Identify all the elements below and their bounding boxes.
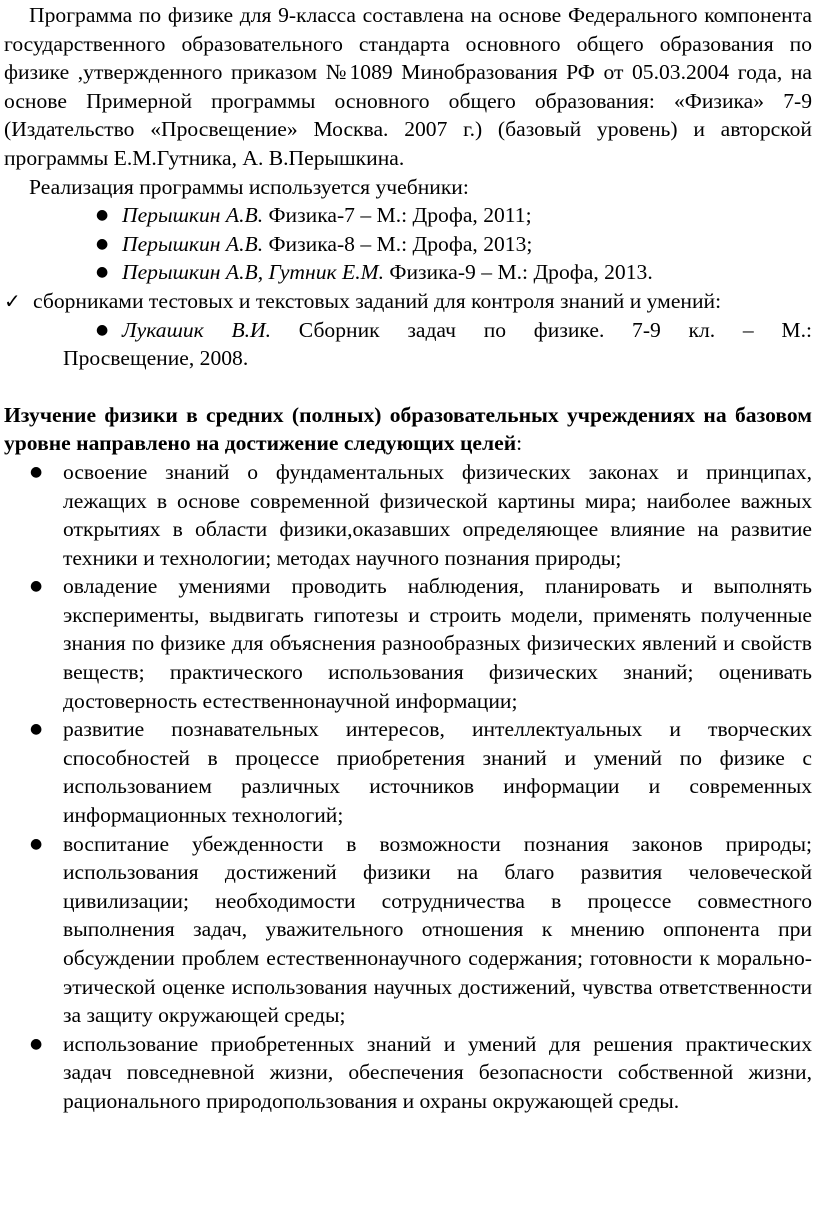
goals-heading-text: Изучение физики в средних (полных) образовательных учреждениях на базовом уровне направлено на достижение следующих целей <box>4 402 812 456</box>
goal-text: использование приобретенных знаний и умений для решения практических задач повседневной жизни, обеспечения безопасности собственной жизни, рационального природопользования и охраны окружающей среды. <box>63 1031 812 1113</box>
book-author: Перышкин А.В. <box>122 203 264 228</box>
list-item <box>4 201 812 230</box>
intro-paragraph: Программа по физике для 9-класса составлена на основе Федерального компонента государственного образовательного стандарта основного общего образования по физике ,утвержденного приказом №1089 Минобразования РФ от 05.03.2004 года, на основе Примерной программы основного общего образования: «Физика» 7-9 (Издательство «Просвещение» Москва. 2007 г.) (базовый уровень) и авторской программы Е.М.Гутника, А. В.Перышкина. <box>4 3 812 170</box>
spacer <box>4 373 812 401</box>
goals-heading <box>4 401 812 458</box>
textbooks-list <box>4 201 812 287</box>
book-title: Сборник задач по физике. 7-9 кл. – М.: <box>298 317 813 342</box>
bullet-dot-icon: ● <box>96 264 109 281</box>
goals-list <box>4 458 812 1116</box>
book-author: Перышкин А.В, Гутник Е.М. <box>122 260 385 285</box>
goals-heading-colon: : <box>516 431 523 456</box>
collections-item <box>4 287 812 316</box>
list-item <box>4 230 812 259</box>
list-item <box>4 458 812 572</box>
list-item <box>4 572 812 715</box>
goal-text: развитие познавательных интересов, интеллектуальных и творческих способностей в процессе приобретения знаний и умений по физике с использованием различных источников информации и современных информационных технологий; <box>63 717 812 828</box>
book-title: Физика-8 – М.: Дрофа, 2013; <box>263 231 533 256</box>
book-title: Физика-9 – М.: Дрофа, 2013. <box>384 260 653 285</box>
bullet-dot-icon: ● <box>96 207 109 224</box>
list-item <box>4 1030 812 1116</box>
book-publisher: Просвещение, 2008. <box>63 346 249 371</box>
bullet-dot-icon: ● <box>96 321 109 338</box>
list-item <box>4 316 812 373</box>
collection-first-line <box>4 316 812 345</box>
goal-text: воспитание убежденности в возможности познания законов природы; использования достижений физики на благо развития человеческой цивилизации; необходимости сотрудничества в процессе совместного выполнения задач, уважительного отношения к мнению оппонента при обсуждении проблем естественнонаучного содержания; готовности к морально-этической оценке использования научных достижений, чувства ответственности за защиту окружающей среды; <box>63 831 812 1028</box>
list-item <box>4 258 812 287</box>
list-item <box>4 715 812 829</box>
bullet-dot-icon: ● <box>30 463 43 480</box>
list-item <box>4 830 812 1030</box>
bullet-dot-icon: ● <box>30 835 43 852</box>
textbooks-lead: Реализация программы используется учебники: <box>29 174 469 199</box>
book-title: Физика-7 – М.: Дрофа, 2011; <box>263 203 532 228</box>
goal-text: освоение знаний о фундаментальных физических законах и принципах, лежащих в основе современной физической картины мира; наиболее важных открытиях в области физики,оказавших определяющее влияние на развитие техники и технологии; методах научного познания природы; <box>63 459 812 570</box>
checkmark-icon: ✓ <box>4 288 21 313</box>
book-author: Перышкин А.В. <box>122 231 264 256</box>
bullet-dot-icon: ● <box>30 1035 43 1052</box>
collections-label: сборниками тестовых и текстовых заданий для контроля знаний и умений: <box>33 288 722 313</box>
bullet-dot-icon: ● <box>30 578 43 595</box>
book-author: Лукашик В.И. <box>122 317 272 342</box>
bullet-dot-icon: ● <box>30 721 43 738</box>
bullet-dot-icon: ● <box>96 235 109 252</box>
goal-text: овладение умениями проводить наблюдения, планировать и выполнять эксперименты, выдвигать гипотезы и строить модели, применять полученные знания по физике для объяснения разнообразных физических явлений и свойств веществ; практического использования физических знаний; оценивать достоверность естественнонаучной информации; <box>63 574 812 713</box>
